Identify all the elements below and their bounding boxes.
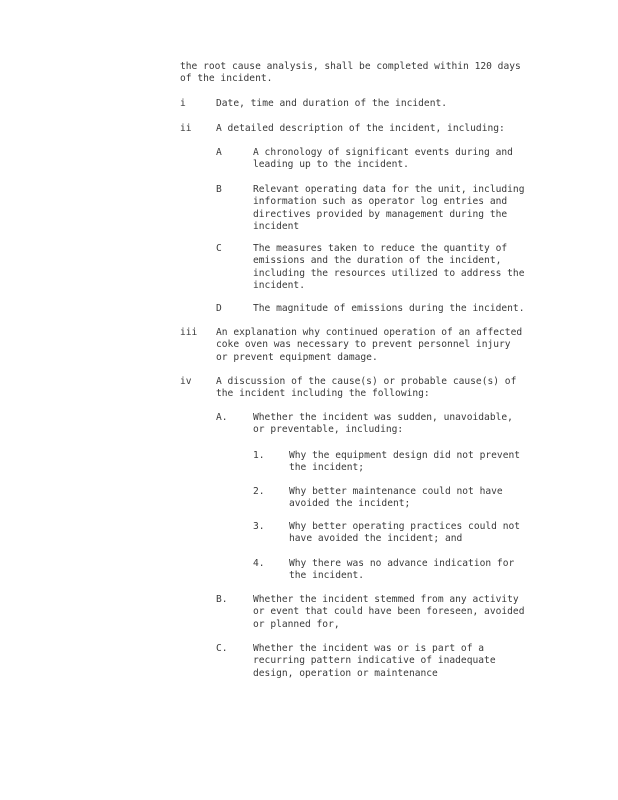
item-line: Date, time and duration of the incident.	[216, 98, 448, 109]
subitem-line: directives provided by management during the	[253, 208, 508, 220]
item-marker: iii	[180, 327, 198, 338]
subitem-line: incident.	[253, 280, 305, 292]
item-text	[216, 327, 522, 364]
subitem-marker: A	[216, 147, 222, 158]
intro-line: the root cause analysis, shall be completed within 120 days	[180, 61, 521, 72]
subitem-line: emissions and the duration of the incident,	[253, 255, 502, 267]
subitem-line: recurring pattern indicative of inadequate	[253, 655, 496, 667]
item-text	[216, 123, 505, 135]
subsubitem-line: Why better operating practices could not	[289, 521, 521, 532]
subsubitem-marker: 1.	[253, 450, 265, 461]
item-marker: i	[180, 98, 186, 109]
subitem-marker: D	[216, 303, 222, 314]
subsubitem-line: the incident;	[289, 462, 365, 474]
subitem-marker: A.	[216, 412, 228, 423]
subsubitem-marker: 2.	[253, 486, 265, 497]
subitem-line: including the resources utilized to address the	[253, 267, 525, 279]
item-marker: iv	[180, 376, 192, 387]
subsubitem-line: Why the equipment design did not prevent	[289, 450, 521, 461]
subitem-line: or planned for,	[253, 618, 340, 630]
item-line: A detailed description of the incident, including:	[216, 123, 505, 134]
subitem-line: or event that could have been foreseen, avoided	[253, 606, 525, 618]
subitem-line: or preventable, including:	[253, 424, 404, 436]
item-line: coke oven was necessary to prevent personnel injury	[216, 339, 511, 351]
subitem-line: Relevant operating data for the unit, including	[253, 184, 525, 195]
subitem-line: Whether the incident was sudden, unavoidable,	[253, 412, 513, 423]
subitem-line: leading up to the incident.	[253, 159, 409, 171]
item-marker: ii	[180, 123, 192, 134]
subitem-text	[253, 412, 513, 437]
subsubitem-text	[289, 558, 514, 583]
item-line: An explanation why continued operation of an affected	[216, 327, 523, 338]
subitem-line: The magnitude of emissions during the incident.	[253, 303, 525, 314]
subitem-line: design, operation or maintenance	[253, 667, 438, 679]
subitem-text	[253, 243, 524, 293]
subitem-line: Whether the incident stemmed from any activity	[253, 594, 519, 605]
subsubitem-line: Why better maintenance could not have	[289, 486, 503, 497]
item-line: A discussion of the cause(s) or probable cause(s) of	[216, 376, 517, 387]
subitem-text	[253, 184, 524, 234]
subitem-text	[253, 147, 513, 172]
subitem-marker: B.	[216, 594, 228, 605]
subitem-marker: B	[216, 184, 222, 195]
subsubitem-text	[289, 486, 503, 511]
subsubitem-line: have avoided the incident; and	[289, 533, 463, 545]
subitem-text	[253, 643, 496, 680]
item-text	[216, 98, 447, 110]
subitem-text	[253, 594, 524, 631]
subsubitem-marker: 3.	[253, 521, 265, 532]
subsubitem-line: Why there was no advance indication for	[289, 558, 515, 569]
subsubitem-text	[289, 450, 520, 475]
subsubitem-line: the incident.	[289, 570, 365, 582]
item-line: the incident including the following:	[216, 388, 430, 400]
subitem-line: information such as operator log entries and	[253, 196, 508, 208]
subitem-line: The measures taken to reduce the quantity of	[253, 243, 508, 254]
subitem-line: Whether the incident was or is part of a	[253, 643, 485, 654]
subsubitem-text	[289, 521, 520, 546]
subsubitem-marker: 4.	[253, 558, 265, 569]
item-text	[216, 376, 516, 401]
intro-line: of the incident.	[180, 73, 273, 85]
subitem-line: A chronology of significant events during and	[253, 147, 513, 158]
intro-paragraph	[180, 61, 521, 86]
subitem-marker: C.	[216, 643, 228, 654]
subitem-text	[253, 303, 524, 315]
subitem-line: incident	[253, 221, 300, 233]
item-line: or prevent equipment damage.	[216, 351, 378, 363]
subitem-marker: C	[216, 243, 222, 254]
subsubitem-line: avoided the incident;	[289, 498, 411, 510]
